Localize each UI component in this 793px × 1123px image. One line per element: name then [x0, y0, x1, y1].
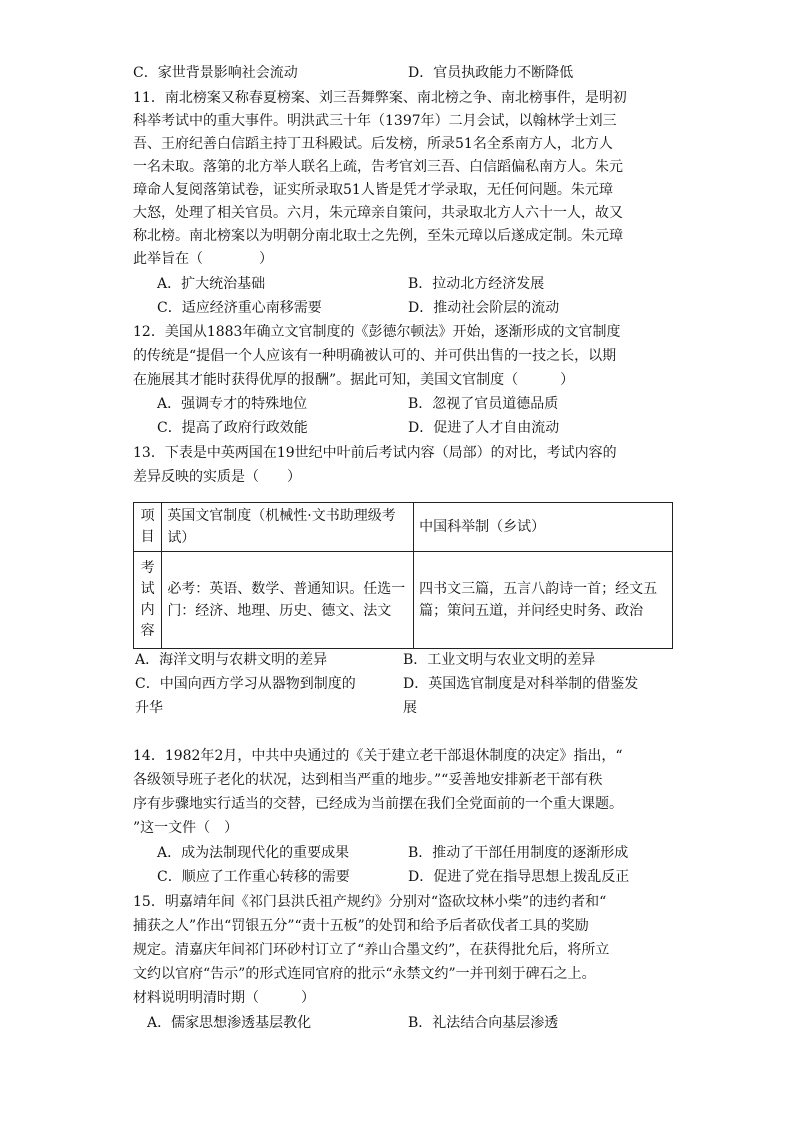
table-row: [134, 552, 673, 649]
q15-stem-line: 捕获之人”作出“罚银五分”“责十五板”的处罚和给予后者砍伐者工具的奖励: [133, 918, 589, 934]
q11-stem-line: 此举旨在（ ）: [133, 251, 273, 267]
q11-stem-line: 璋命人复阅落第试卷，证实所录取51人皆是凭才学录取，无任何问题。朱元璋: [133, 182, 613, 198]
table-header-row: [134, 503, 673, 552]
q14-option-d: D．促进了党在指导思想上拨乱反正: [408, 869, 630, 885]
q11-stem-line: 称北榜。南北榜案以为明朝分南北取士之先例，至朱元璋以后遂成定制。朱元璋: [133, 228, 623, 244]
q11-option-a: A．扩大统治基础: [157, 276, 266, 292]
q11-option-d: D．推动社会阶层的流动: [408, 300, 560, 316]
q13-option-d-cont: 展: [403, 700, 417, 716]
q15-option-a: A．儒家思想渗透基层教化: [147, 1015, 312, 1031]
q11-option-b: B．拉动北方经济发展: [408, 276, 545, 292]
q12-stem-line: 的传统是“提倡一个人应该有一种明确被认可的、并可供出售的一技之长，以期: [133, 348, 617, 364]
table-header-chinese: 中国科举制（乡试）: [414, 503, 673, 552]
q14-option-c: C．顺应了工作重心转移的需要: [157, 869, 350, 885]
q11-stem-line: 11．南北榜案又称春夏榜案、刘三吾舞弊案、南北榜之争、南北榜事件，是明初: [133, 90, 627, 106]
q12-stem-line: 12．美国从1883年确立文官制度的《彭德尔顿法》开始，逐渐形成的文官制度: [133, 324, 621, 340]
q15-option-b: B．礼法结合向基层渗透: [408, 1015, 559, 1031]
q13-stem-line: 差异反映的实质是（ ）: [133, 469, 301, 485]
q14-stem-line: 14．1982年2月，中共中央通过的《关于建立老干部退休制度的决定》指出，“: [133, 748, 623, 764]
q15-stem-line: 15．明嘉靖年间《祁门县洪氏祖产规约》分别对“盗砍坟林小柴”的违约者和“: [133, 894, 607, 910]
q13-option-d: D．英国选官制度是对科举制的借鉴发: [403, 676, 639, 692]
q11-stem-line: 大怒，处理了相关官员。六月，朱元璋亲自策问，共录取北方人六十一人，故又: [133, 205, 623, 221]
q15-stem-line: 规定。清嘉庆年间祁门环砂村订立了“养山合墨文约”，在获得批允后，将所立: [133, 942, 610, 958]
q14-stem-line: ”这一文件（ ）: [133, 820, 239, 836]
q11-stem-line: 科举考试中的重大事件。明洪武三十年（1397年）二月会试，以翰林学士刘三: [133, 113, 617, 129]
q14-option-a: A．成为法制现代化的重要成果: [157, 845, 350, 861]
table-header-item: 项目: [134, 503, 162, 552]
q11-stem-line: 一名未取。落第的北方举人联名上疏，告考官刘三吾、白信蹈偏私南方人。朱元: [133, 159, 623, 175]
q13-option-a: A．海洋文明与农耕文明的差异: [135, 652, 328, 668]
q14-option-b: B．推动了干部任用制度的逐渐形成: [408, 845, 629, 861]
q11-option-c: C．适应经济重心南移需要: [157, 300, 322, 316]
q12-option-c: C．提高了政府行政效能: [157, 420, 308, 436]
q13-stem-line: 13．下表是中英两国在19世纪中叶前后考试内容（局部）的对比，考试内容的: [133, 445, 617, 461]
q12-stem-line: 在施展其才能时获得优厚的报酬”。据此可知，美国文官制度（ ）: [133, 372, 575, 388]
q12-option-d: D．促进了人才自由流动: [408, 420, 560, 436]
q13-option-c-cont: 升华: [135, 700, 163, 716]
q13-option-c: C．中国向西方学习从器物到制度的: [135, 676, 356, 692]
q10-option-c: C．家世背景影响社会流动: [133, 65, 298, 81]
q14-stem-line: 序有步骤地实行适当的交替，已经成为当前摆在我们全党面前的一个重大课题。: [133, 796, 623, 812]
q14-stem-line: 各级领导班子老化的状况，达到相当严重的地步。”“妥善地安排新老干部有秩: [133, 772, 603, 788]
q12-option-a: A．强调专才的特殊地位: [157, 396, 308, 412]
table-cell-british: 必考：英语、数学、普通知识。任选一门：经济、地理、历史、德文、法文: [162, 552, 414, 649]
q12-option-b: B．忽视了官员道德品质: [408, 396, 559, 412]
q11-stem-line: 吾、王府纪善白信蹈主持丁丑科殿试。后发榜，所录51名全系南方人，北方人: [133, 136, 613, 152]
table-header-british: 英国文官制度（机械性·文书助理级考试）: [162, 503, 414, 552]
q13-option-b: B．工业文明与农业文明的差异: [403, 652, 596, 668]
table-cell-chinese: 四书文三篇，五言八韵诗一首；经文五篇；策问五道，并问经史时务、政治: [414, 552, 673, 649]
comparison-table: [133, 502, 673, 649]
q10-option-d: D．官员执政能力不断降低: [408, 65, 574, 81]
table-row-label: 考试内容: [134, 552, 162, 649]
q15-stem-line: 文约以官府“告示”的形式连同官府的批示“永禁文约”一并刊刻于碑石之上。: [133, 966, 596, 982]
q15-stem-line: 材料说明明清时期（ ）: [133, 990, 315, 1006]
